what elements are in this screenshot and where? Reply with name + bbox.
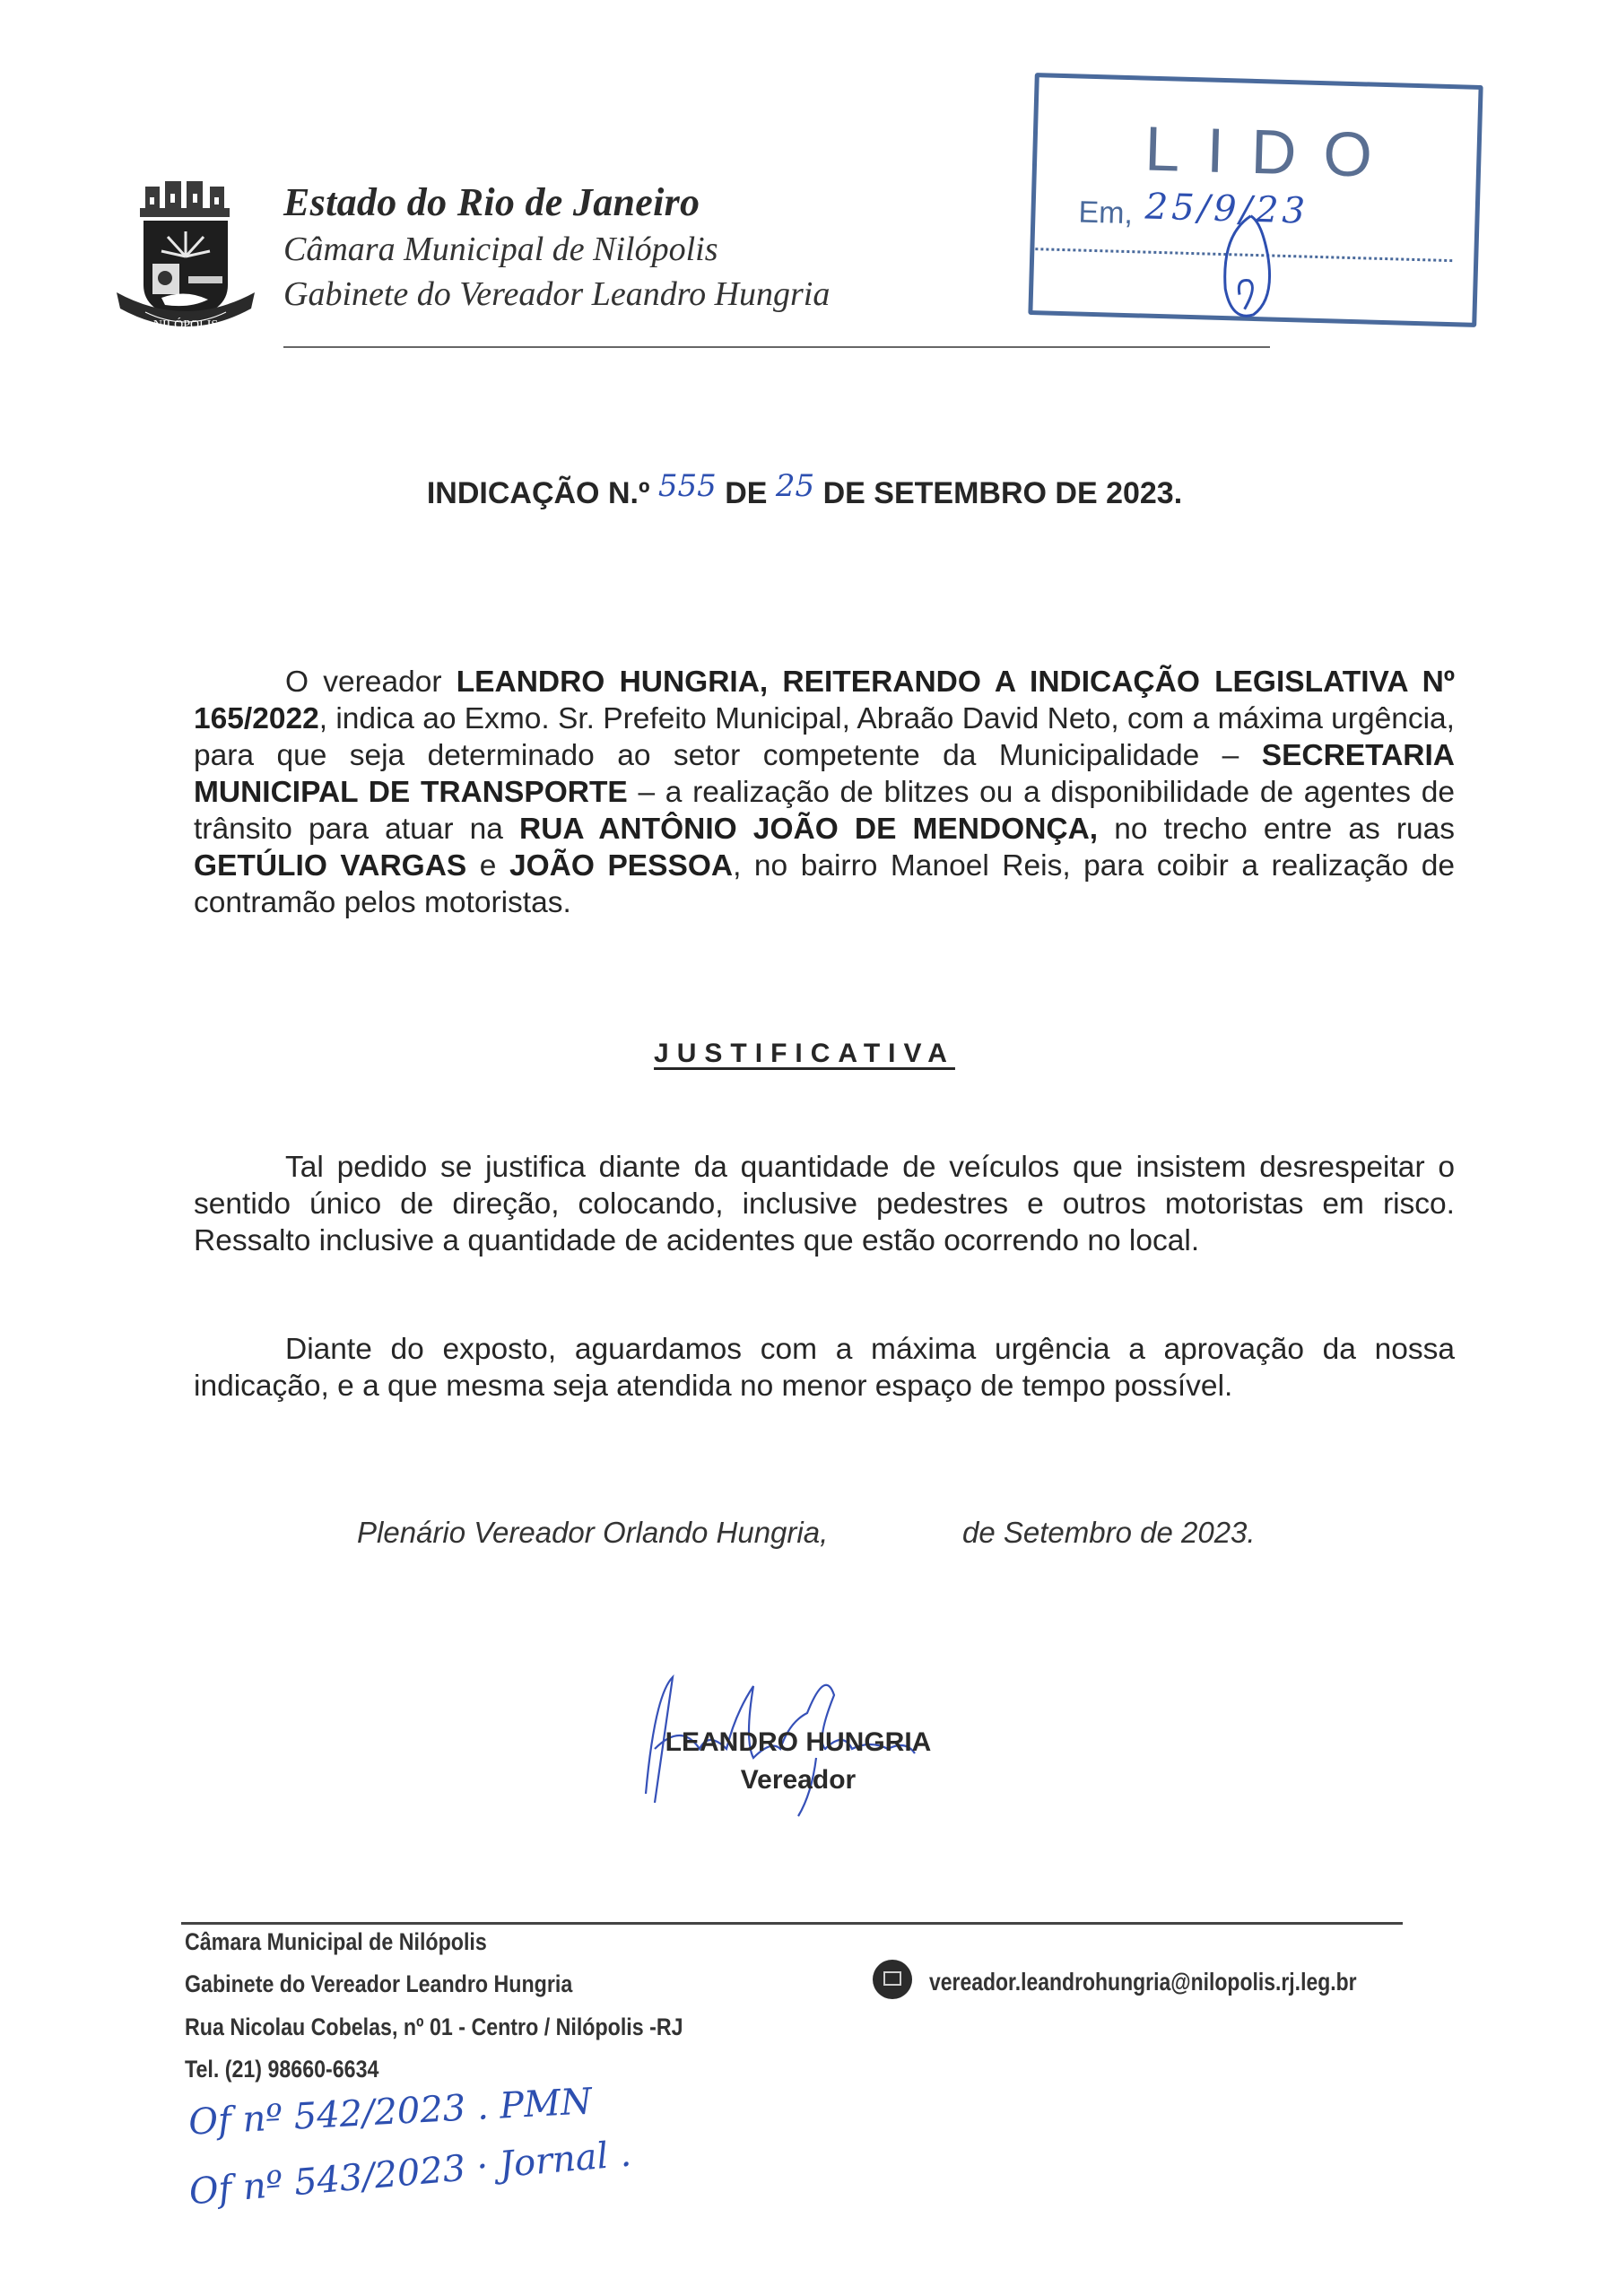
conclusion-paragraph: Diante do exposto, aguardamos com a máxima urgência a aprovação da nossa indicação, e a que mesma seja atendida no menor espaço de tempo possível. [194,1333,1455,1403]
title-prefix: INDICAÇÃO N.º [426,476,650,510]
header-divider [283,346,1270,348]
footer-divider [181,1922,1403,1925]
bold-run: SECRETARIA MUNICIPAL DE TRANSPORTE [194,739,1455,809]
stamp-initial-mark [1212,208,1287,326]
indication-paragraph [194,664,1455,921]
title-suffix: DE SETEMBRO DE 2023. [822,476,1183,510]
crest-label: NILÓPOLIS [152,318,219,332]
closing-place: Plenário Vereador Orlando Hungria, [357,1516,829,1549]
document-title [0,468,1609,511]
bold-run: GETÚLIO VARGAS [194,849,467,883]
stamp-label: LIDO [1144,113,1400,191]
bold-run: LEANDRO HUNGRIA, REITERANDO A INDICAÇÃO LEGISLATIVA Nº 165/2022 [194,665,1455,735]
footer-office: Gabinete do Vereador Leandro Hungria [185,1970,573,1997]
handwritten-annotation-2: Of nº 543/2023 · Jornal . [187,2133,633,2213]
lido-stamp [1028,73,1483,327]
municipal-crest-logo [109,178,262,339]
footer-email[interactable]: vereador.leandrohungria@nilopolis.rj.leg.br [929,1968,1357,1996]
handwritten-day: 25 [775,468,815,504]
handwritten-annotation-1: Of nº 542/2023 . PMN [187,2081,594,2144]
justification-paragraph: Tal pedido se justifica diante da quantidade de veículos que insistem desrespeitar o sentido único de direção, colocando, inclusive pedestres e outros motoristas em risco. Ressalto inclusive a quantidade de acidentes que estão ocorrendo no local. [194,1151,1455,1257]
footer-phone: Tel. (21) 98660-6634 [185,2056,379,2083]
stamp-date-prefix: Em, [1078,195,1134,231]
closing-date: de Setembro de 2023. [962,1516,1256,1549]
header-state-title: Estado do Rio de Janeiro [283,180,700,224]
bold-run: JOÃO PESSOA [509,849,734,883]
text-run: , indica ao Exmo. Sr. Prefeito Municipal, Abraão David Neto, com a máxima urgência, para que seja determinado ao setor competente da Municipalidade – [194,702,1455,772]
text-run: O vereador [285,665,457,699]
title-mid: DE [725,476,768,510]
header-office-name: Gabinete do Vereador Leandro Hungria [283,275,831,313]
stamp-handwritten-date: 25/9/23 [1144,186,1309,232]
footer-chamber: Câmara Municipal de Nilópolis [185,1928,487,1955]
handwritten-indication-number: 555 [657,468,717,504]
text-run: , no bairro Manoel Reis, para coibir a realização de contramão pelos motoristas. [194,849,1456,919]
bold-run: RUA ANTÔNIO JOÃO DE MENDONÇA, [519,813,1099,846]
justification-heading [0,1039,1609,1069]
header-chamber-name: Câmara Municipal de Nilópolis [283,230,718,268]
signatory-name: LEANDRO HUNGRIA [665,1727,932,1757]
signatory-role: Vereador [740,1765,857,1795]
justification-heading-text: JUSTIFICATIVA [654,1039,955,1068]
footer-address: Rua Nicolau Cobelas, nº 01 - Centro / Nilópolis -RJ [185,2013,683,2040]
text-run: – a realização de blitzes ou a disponibilidade de agentes de trânsito para atuar na [194,776,1455,846]
text-run: no trecho entre as ruas [1098,813,1455,846]
envelope-icon [873,1960,912,1999]
text-run: e [466,849,509,883]
